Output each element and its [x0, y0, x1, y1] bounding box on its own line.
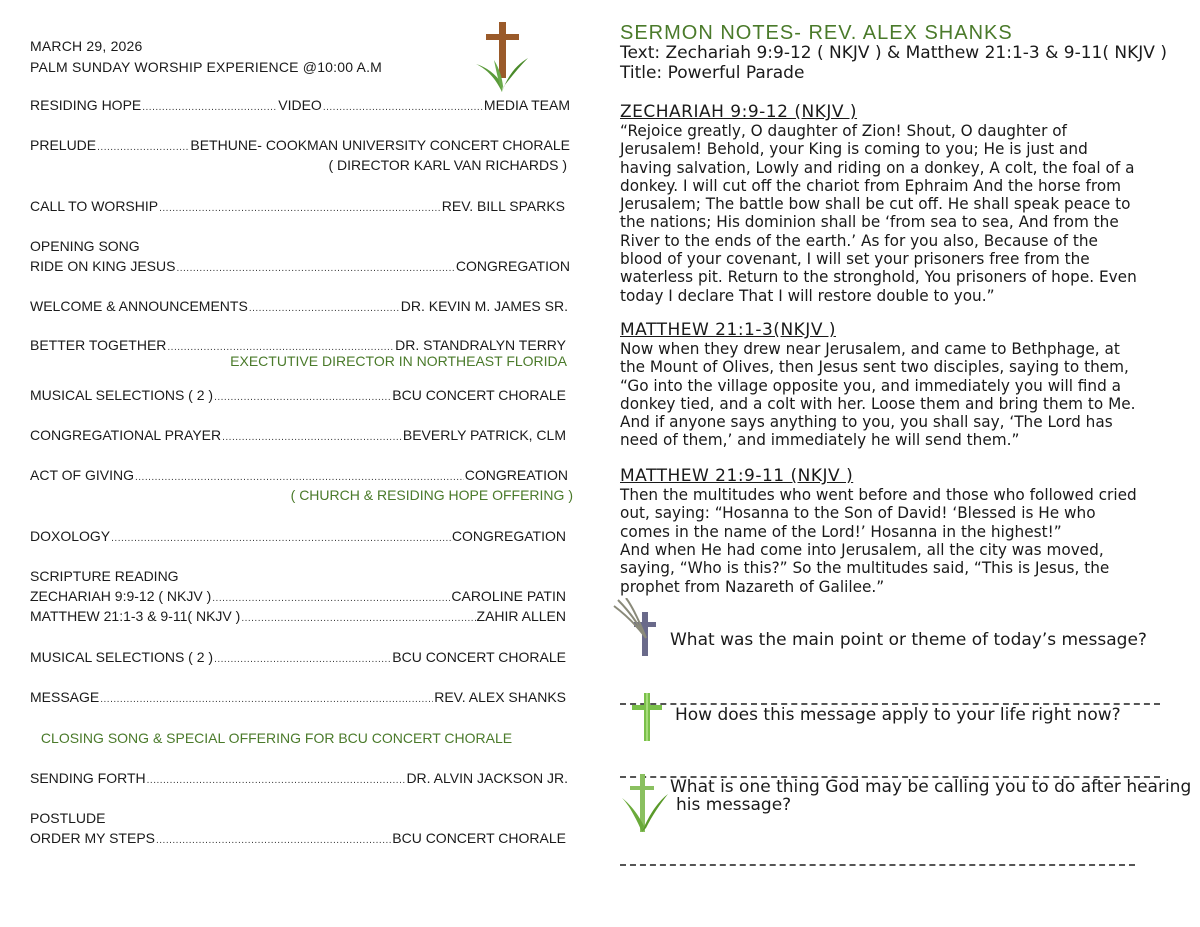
question-calling-cont: his message?: [676, 795, 792, 815]
item-label: SENDING FORTH: [30, 770, 146, 786]
sermon-notes-heading: SERMON NOTES- REV. ALEX SHANKS: [620, 22, 1013, 44]
matthew-9-11-passage: Then the multitudes who went before and those who followed cried out, saying: “Hosanna to the Son of David! ‘Blessed is He who comes in the name of the Lord!’ Hosanna in the highest!”: [620, 485, 1137, 541]
zechariah-heading: ZECHARIAH 9:9-12 (NKJV ): [620, 102, 858, 122]
question-calling: What is one thing God may be calling you to do after hearing: [670, 777, 1192, 797]
program-item-musical-selections-1: [30, 387, 566, 403]
opening-song-title: OPENING SONG: [30, 238, 140, 254]
item-right: DR. ALVIN JACKSON JR.: [406, 770, 568, 786]
program-item-congregational-prayer: [30, 427, 566, 443]
cross-palm-icon: [474, 20, 530, 94]
better-together-subtitle: EXECTUTIVE DIRECTOR IN NORTHEAST FLORIDA: [230, 353, 567, 369]
service-title: PALM SUNDAY WORSHIP EXPERIENCE @10:00 A.M: [30, 59, 383, 75]
item-right: ZAHIR ALLEN: [476, 608, 566, 624]
question-apply: How does this message apply to your life right now?: [675, 705, 1121, 725]
item-right: CONGREGATION: [451, 528, 566, 544]
item-label: BETTER TOGETHER: [30, 337, 167, 353]
program-item-better-together: [30, 337, 566, 353]
program-item-residing-hope: [30, 97, 570, 113]
answer-line-3[interactable]: [620, 864, 1135, 866]
program-item-sending-forth: [30, 770, 568, 786]
item-right: CONGREATION: [464, 467, 568, 483]
item-right: MEDIA TEAM: [483, 97, 570, 113]
item-right: REV. ALEX SHANKS: [434, 689, 566, 705]
palm-leaf-cross-icon: [620, 770, 670, 834]
program-item-doxology: [30, 528, 566, 544]
prelude-director: ( DIRECTOR KARL VAN RICHARDS ): [328, 157, 567, 173]
item-label: DOXOLOGY: [30, 528, 111, 544]
item-label: PRELUDE: [30, 137, 97, 153]
program-item-message: [30, 689, 566, 705]
item-label: RIDE ON KING JESUS: [30, 258, 176, 274]
matthew-9-11-heading: MATTHEW 21:9-11 (NKJV ): [620, 466, 854, 486]
item-label: MUSICAL SELECTIONS ( 2 ): [30, 649, 214, 665]
item-label: MATTHEW 21:1-3 & 9-11( NKJV ): [30, 608, 241, 624]
item-label: CONGREGATIONAL PRAYER: [30, 427, 222, 443]
palm-cross-icon: [612, 598, 664, 658]
program-item-zechariah-reading: [30, 588, 566, 604]
postlude-title: POSTLUDE: [30, 810, 106, 826]
giving-subtitle: ( CHURCH & RESIDING HOPE OFFERING ): [290, 487, 573, 503]
item-mid: VIDEO: [278, 97, 322, 113]
item-right: BCU CONCERT CHORALE: [392, 387, 566, 403]
program-item-welcome: [30, 298, 568, 314]
item-label: RESIDING HOPE: [30, 97, 142, 113]
program-item-act-of-giving: [30, 467, 568, 483]
item-label: WELCOME & ANNOUNCEMENTS: [30, 298, 248, 314]
program-item-prelude: [30, 137, 570, 153]
item-right: REV. BILL SPARKS: [441, 198, 565, 214]
item-label: CALL TO WORSHIP: [30, 198, 159, 214]
program-item-postlude: [30, 830, 566, 846]
zechariah-passage: “Rejoice greatly, O daughter of Zion! Shout, O daughter of Jerusalem! Behold, your King is coming to you; He is just and having salvation, Lowly and riding on a donkey, A colt, the foal of a donkey. I will cut off the chariot from Ephraim And the horse from Jerusalem; The battle bow shall be cut off. He shall speak peace to the nations; His dominion shall be ‘from sea to sea, And from the River to the ends of the earth.’ As for you also, Because of the blood of your covenant, I will set your prisoners free from the waterless pit. Return to the stronghold, You prisoners of hope. Even today I declare That I will restore double to you.”: [620, 121, 1137, 305]
item-right: BEVERLY PATRICK, CLM: [402, 427, 566, 443]
matthew-1-3-heading: MATTHEW 21:1-3(NKJV ): [620, 320, 836, 340]
item-right: BCU CONCERT CHORALE: [392, 830, 566, 846]
closing-song: CLOSING SONG & SPECIAL OFFERING FOR BCU CONCERT CHORALE: [40, 730, 513, 746]
item-right: DR. KEVIN M. JAMES SR.: [400, 298, 568, 314]
sermon-text-line: Text: Zechariah 9:9-12 ( NKJV ) & Matthew 21:1-3 & 9-11( NKJV ): [620, 43, 1167, 63]
item-right: CONGREGATION: [455, 258, 570, 274]
program-item-matthew-reading: [30, 608, 566, 624]
scripture-reading-title: SCRIPTURE READING: [30, 568, 179, 584]
item-label: MESSAGE: [30, 689, 100, 705]
question-main-point: What was the main point or theme of today’s message?: [670, 630, 1147, 650]
item-label: ORDER MY STEPS: [30, 830, 155, 846]
item-right: DR. STANDRALYN TERRY: [395, 337, 566, 353]
matthew-1-3-passage: Now when they drew near Jerusalem, and came to Bethphage, at the Mount of Olives, then Jesus sent two disciples, saying to them, “Go into the village opposite you, and immediately you will find a donkey tied, and a colt with her. Loose them and bring them to Me. And if anyone says anything to you, you shall say, ‘The Lord has need of them,’ and immediately he will send them.”: [620, 339, 1136, 450]
sermon-title-line: Title: Powerful Parade: [620, 63, 805, 83]
item-label: ACT OF GIVING: [30, 467, 134, 483]
service-date: MARCH 29, 2026: [30, 38, 143, 54]
item-label: MUSICAL SELECTIONS ( 2 ): [30, 387, 214, 403]
item-right: BCU CONCERT CHORALE: [392, 649, 566, 665]
program-item-musical-selections-2: [30, 649, 566, 665]
program-header: [30, 36, 382, 78]
green-cross-icon: [630, 693, 664, 741]
item-right: CAROLINE PATIN: [451, 588, 566, 604]
program-item-call-to-worship: [30, 198, 565, 214]
matthew-9-11-passage-2: And when He had come into Jerusalem, all the city was moved, saying, “Who is this?” So the multitudes said, “This is Jesus, the prophet from Nazareth of Galilee.”: [620, 540, 1110, 596]
item-right: BETHUNE- COOKMAN UNIVERSITY CONCERT CHORALE: [190, 137, 570, 153]
item-label: ZECHARIAH 9:9-12 ( NKJV ): [30, 588, 212, 604]
program-item-opening-song: [30, 258, 570, 274]
